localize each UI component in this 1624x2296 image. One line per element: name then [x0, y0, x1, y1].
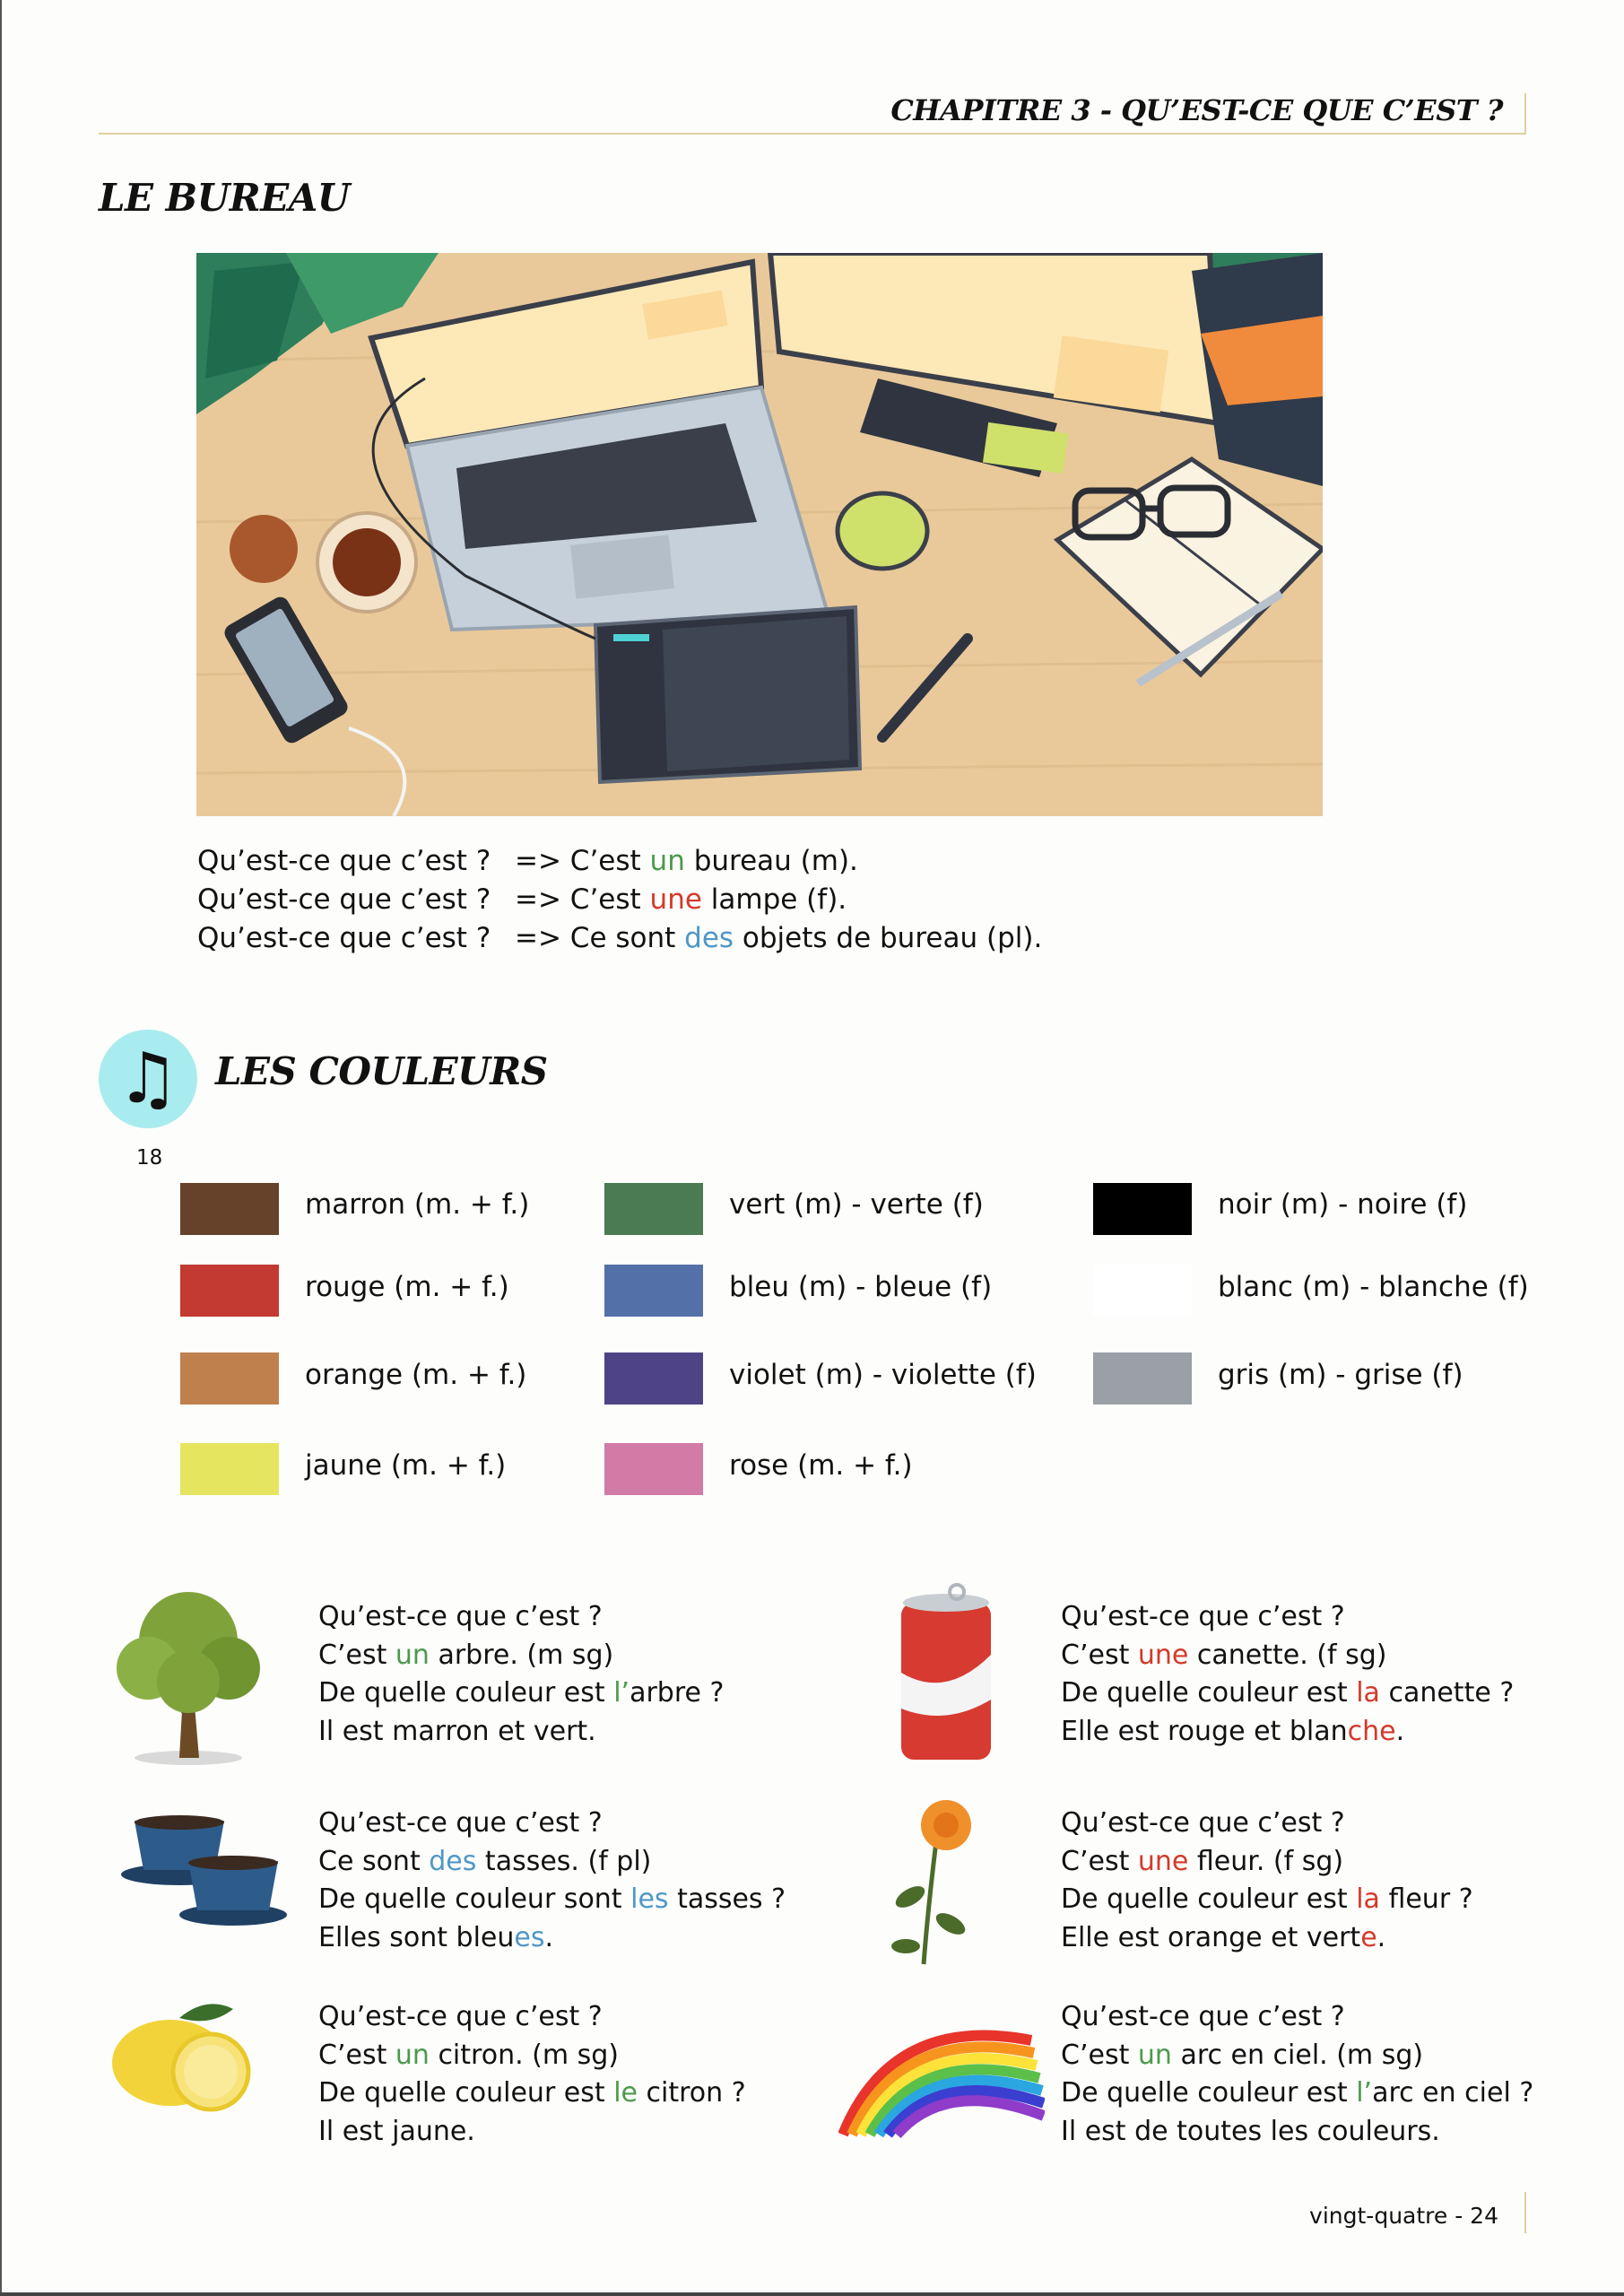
chapter-title: CHAPITRE 3 - QU’EST-CE QUE C’EST ?	[890, 93, 1503, 127]
color-label-jaune: jaune (m. + f.)	[305, 1449, 507, 1482]
audio-track-number: 18	[136, 1146, 163, 1170]
article-une: une	[649, 883, 702, 916]
rainbow-icon	[838, 2005, 1045, 2139]
color-label-blanc: blanc (m) - blanche (f)	[1218, 1271, 1529, 1303]
example-arc-en-ciel: Qu’est-ce que c’est ? C’est un arc en ciel. (m sg) De quelle couleur est l’arc en ciel ? Il est de toutes les couleurs.	[1061, 2001, 1534, 2147]
swatch-orange	[180, 1352, 279, 1405]
page-number: vingt-quatre - 24	[1309, 2203, 1498, 2229]
bureau-question-3: Qu’est-ce que c’est ?	[197, 922, 491, 954]
color-label-gris: gris (m) - grise (f)	[1218, 1359, 1463, 1391]
color-label-violet: violet (m) - violette (f)	[729, 1359, 1037, 1391]
bureau-answer-3: => Ce sont des objets de bureau (pl).	[515, 922, 1043, 954]
bureau-question-2: Qu’est-ce que c’est ?	[197, 883, 491, 916]
mouse-icon	[838, 493, 927, 569]
desk-illustration	[196, 253, 1323, 816]
color-label-rose: rose (m. + f.)	[729, 1449, 913, 1482]
swatch-rose	[604, 1443, 703, 1495]
color-label-vert: vert (m) - verte (f)	[729, 1188, 984, 1221]
cookie-icon	[230, 515, 298, 583]
swatch-marron	[180, 1183, 279, 1235]
page-border-bottom	[0, 2292, 1624, 2296]
swatch-blanc	[1093, 1265, 1192, 1317]
swatch-noir	[1093, 1183, 1192, 1235]
color-label-orange: orange (m. + f.)	[305, 1359, 527, 1391]
swatch-vert	[604, 1183, 703, 1235]
lemon-icon	[108, 1991, 260, 2117]
footer-tick	[1524, 2192, 1526, 2233]
example-tasses: Qu’est-ce que c’est ? Ce sont des tasses. (f pl) De quelle couleur sont les tasses ? Elles sont bleues.	[318, 1807, 786, 1953]
example-canette: Qu’est-ce que c’est ? C’est une canette. (f sg) De quelle couleur est la canette ? Elle est rouge et blanche.	[1061, 1601, 1515, 1747]
color-label-marron: marron (m. + f.)	[305, 1188, 530, 1221]
soda-can-icon	[892, 1583, 1000, 1767]
graphics-tablet-icon	[595, 607, 860, 782]
example-arbre: Qu’est-ce que c’est ? C’est un arbre. (m sg) De quelle couleur est l’arbre ? Il est marron et vert.	[318, 1601, 725, 1747]
article-un: un	[649, 845, 685, 877]
swatch-violet	[604, 1352, 703, 1405]
section-title-bureau: LE BUREAU	[99, 176, 350, 220]
page-border-left	[0, 0, 2, 2296]
music-note-icon[interactable]: ♫	[99, 1030, 197, 1128]
swatch-jaune	[180, 1443, 279, 1495]
example-fleur: Qu’est-ce que c’est ? C’est une fleur. (f sg) De quelle couleur est la fleur ? Elle est orange et verte.	[1061, 1807, 1473, 1953]
article-des: des	[684, 922, 734, 954]
rose-icon	[874, 1798, 1000, 1969]
swatch-rouge	[180, 1265, 279, 1317]
bureau-answer-1: => C’est un bureau (m).	[515, 845, 858, 877]
bureau-question-1: Qu’est-ce que c’est ?	[197, 845, 491, 877]
color-label-noir: noir (m) - noire (f)	[1218, 1188, 1468, 1221]
section-title-couleurs: LES COULEURS	[215, 1049, 548, 1093]
color-label-bleu: bleu (m) - bleue (f)	[729, 1271, 993, 1303]
example-citron: Qu’est-ce que c’est ? C’est un citron. (m sg) De quelle couleur est le citron ? Il est jaune.	[318, 2001, 746, 2147]
swatch-bleu	[604, 1265, 703, 1317]
coffee-cup-icon	[317, 513, 416, 612]
header-rule	[99, 133, 1526, 135]
header-tick	[1524, 93, 1526, 135]
swatch-gris	[1093, 1352, 1192, 1405]
cups-icon	[117, 1803, 287, 1937]
tree-icon	[108, 1578, 269, 1767]
color-label-rouge: rouge (m. + f.)	[305, 1271, 509, 1303]
bureau-answer-2: => C’est une lampe (f).	[515, 883, 847, 916]
